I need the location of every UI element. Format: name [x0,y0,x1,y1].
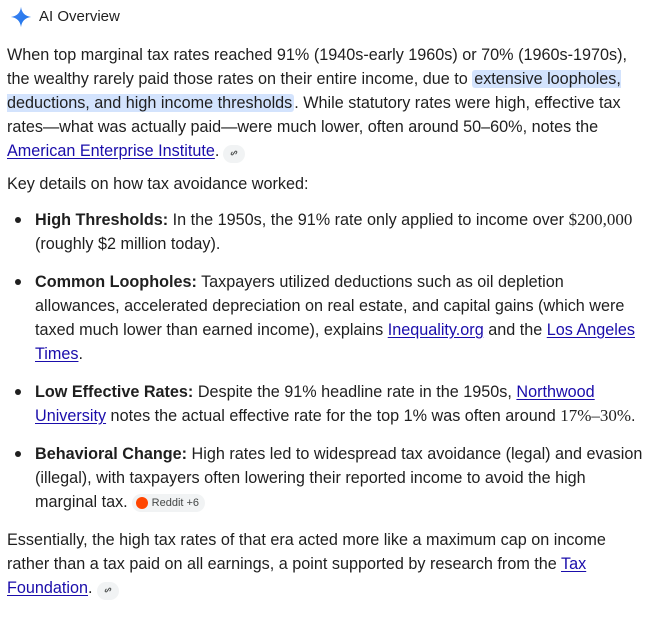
bullet-text: (roughly $2 million today). [35,235,221,253]
link-icon [102,579,114,603]
list-item [7,270,643,366]
source-link-chip[interactable] [223,145,245,163]
bullet-text: and the [483,321,547,339]
bullet-icon [15,451,21,457]
bullet-text: . [78,345,83,363]
bullet-text: Taxpayers utilized deductions such as oil depletion allowances, accelerated depreciation on real estate, and capital gains (which were taxed much lower than earned income), explains [35,273,625,339]
intro-text-1: When top marginal tax rates reached 91% (1940s-early 1960s) or 70% (1960s-1970s), the wealthy rarely paid those rates on their entire income, due to [7,46,627,88]
bullet-icon [15,389,21,395]
list-item [7,380,643,428]
list-item [7,208,643,256]
bullet-text: . [631,407,636,425]
source-link-chip[interactable] [97,582,119,600]
bullet-math: 17%–30% [560,406,632,425]
intro-text-3: . [214,142,220,160]
header-title: AI Overview [39,8,120,25]
closing-paragraph [7,528,643,600]
bullet-icon [15,217,21,223]
intro-highlight[interactable]: extensive loopholes, deductions, and high income thresholds [7,70,621,112]
bullet-text: notes the actual effective rate for the top 1% was often around [106,407,561,425]
link-tax-foundation[interactable]: Tax Foundation [7,555,587,597]
link-los-angeles-times[interactable]: Los Angeles Times [35,321,635,363]
closing-text-1: Essentially, the high tax rates of that era acted more like a maximum cap on income rather than a tax paid on all earnings, a point supported by research from the [7,531,606,573]
intro-paragraph [7,43,643,163]
bullet-icon [15,279,21,285]
bullet-math: $200,000 [568,210,633,229]
bullet-term: Common Loopholes: [35,273,197,291]
bullet-term: High Thresholds: [35,211,169,229]
link-inequality-org[interactable]: Inequality.org [387,321,484,339]
link-icon [228,142,240,166]
source-chip-count: +6 [186,497,200,509]
reddit-icon [136,497,148,509]
intro-text-2: . While statutory rates were high, effective tax rates—what was actually paid—were much lower, often around 50–60%, notes the [7,94,621,136]
link-northwood-university[interactable]: Northwood University [35,383,595,425]
bullet-term: Low Effective Rates: [35,383,194,401]
key-details-heading: Key details on how tax avoidance worked: [7,175,309,193]
link-american-enterprise-institute[interactable]: American Enterprise Institute [7,142,215,160]
bullet-text: Despite the 91% headline rate in the 1950s, [193,383,517,401]
source-chip-label: Reddit [151,497,184,509]
source-chip-reddit[interactable] [132,494,205,512]
list-item [7,442,643,514]
bullet-term: Behavioral Change: [35,445,188,463]
closing-text-2: . [88,579,93,597]
bullet-text: High rates led to widespread tax avoidance (legal) and evasion (illegal), with taxpayers often lowering their reported income to avoid the high marginal tax. [35,445,643,511]
ai-overview-header [7,0,643,33]
bullet-text: In the 1950s, the 91% rate only applied to income over [168,211,569,229]
sparkle-icon [10,6,32,28]
details-list [7,208,643,514]
